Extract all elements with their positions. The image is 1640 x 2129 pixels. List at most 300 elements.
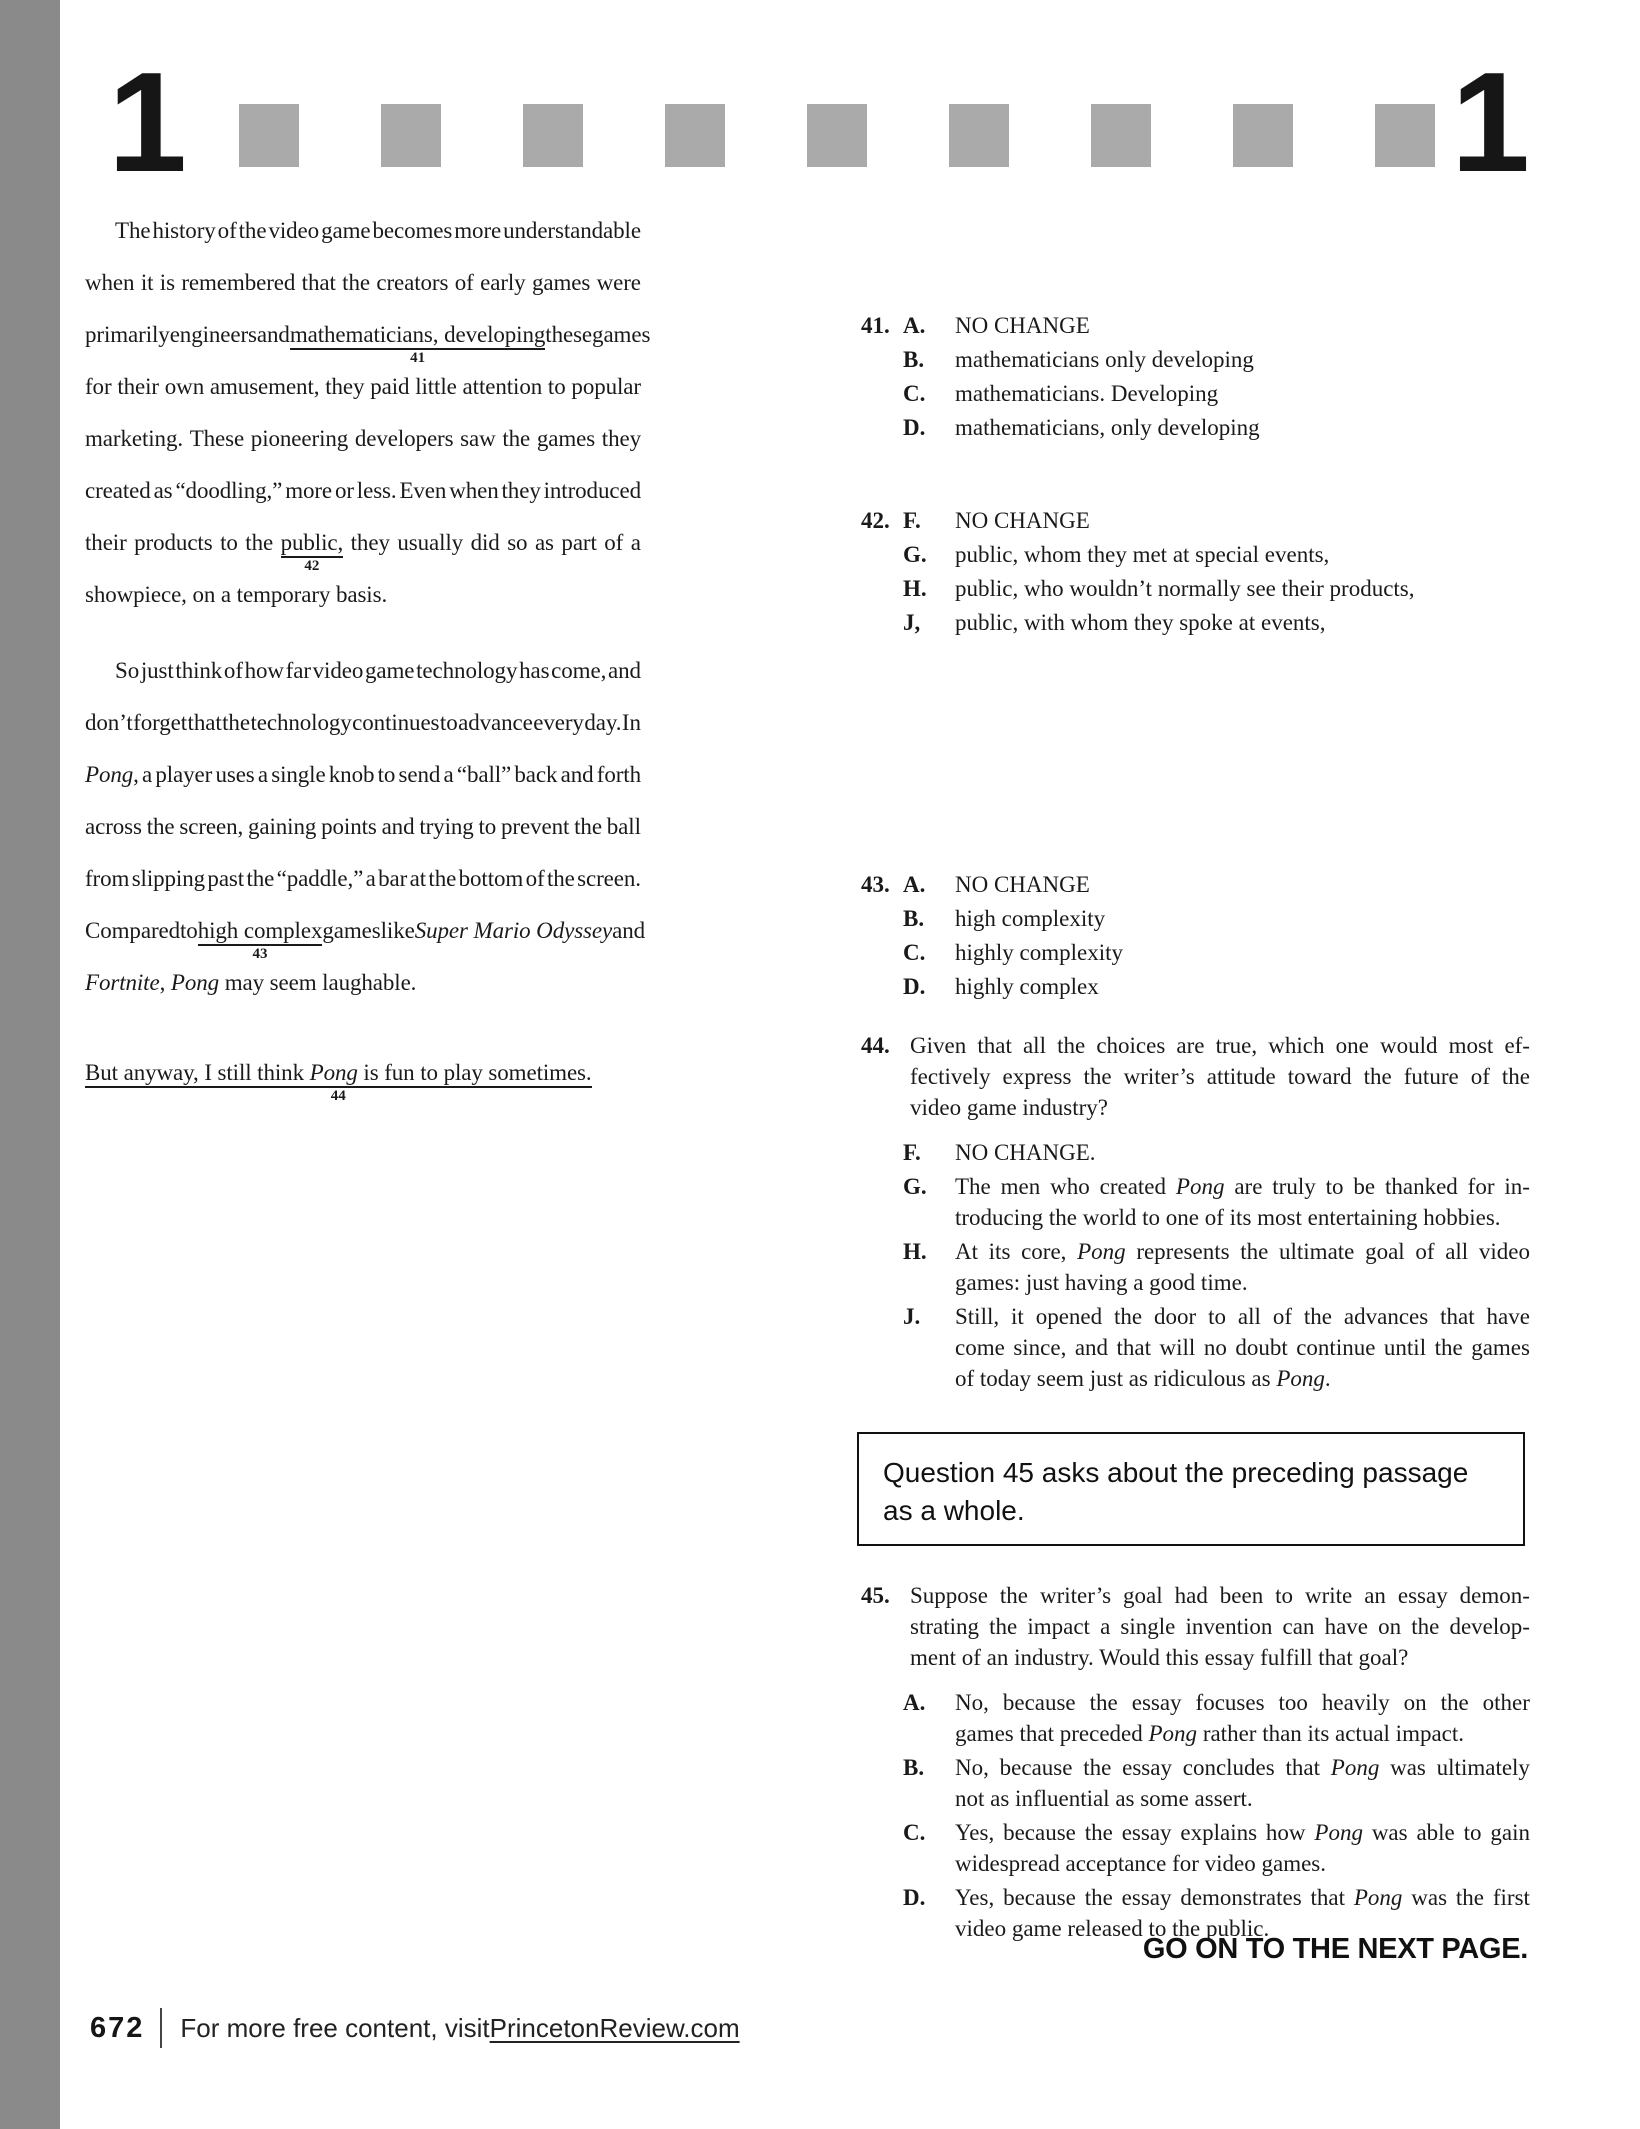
word: history bbox=[152, 218, 216, 243]
option-label: H. bbox=[903, 1239, 927, 1264]
text-line bbox=[910, 1092, 1530, 1123]
text-line bbox=[955, 1848, 1530, 1879]
word: the bbox=[1501, 1064, 1530, 1089]
footer-divider bbox=[160, 2008, 162, 2048]
option-label: D. bbox=[903, 974, 926, 999]
answer-option bbox=[855, 1236, 1530, 1298]
word: their bbox=[117, 374, 159, 399]
word: when bbox=[449, 478, 499, 503]
word: introduced bbox=[543, 478, 641, 503]
section-numeral-right: 1 bbox=[1451, 43, 1530, 202]
word bbox=[289, 309, 546, 366]
text-line bbox=[85, 1047, 641, 1104]
underline-ref-number: 41 bbox=[410, 350, 426, 366]
word: and bbox=[612, 918, 646, 943]
word: the bbox=[1084, 1820, 1113, 1845]
text-line bbox=[955, 1137, 1530, 1168]
text-line bbox=[955, 1171, 1530, 1202]
callout-box bbox=[857, 1432, 1525, 1546]
word: at bbox=[409, 866, 427, 891]
word bbox=[1331, 1752, 1380, 1783]
word bbox=[415, 905, 612, 957]
question-41 bbox=[855, 310, 1530, 446]
word: the bbox=[246, 866, 275, 891]
word: their bbox=[85, 530, 127, 555]
word: for bbox=[1467, 1174, 1495, 1199]
word: and bbox=[560, 762, 594, 787]
word: the bbox=[245, 530, 274, 555]
option-text bbox=[955, 903, 1530, 934]
word: come bbox=[955, 1335, 1005, 1360]
word: Pong, bbox=[85, 762, 139, 787]
answer-option bbox=[855, 1817, 1530, 1879]
word: door bbox=[1154, 1304, 1197, 1329]
option-text bbox=[955, 869, 1530, 900]
italic-text: Pong bbox=[1148, 1721, 1198, 1746]
text-segment: mathematicians, only developing bbox=[955, 415, 1260, 440]
word: has bbox=[519, 658, 550, 683]
text-line bbox=[955, 1817, 1530, 1848]
word: send bbox=[398, 762, 441, 787]
word: did bbox=[470, 530, 500, 555]
text-line bbox=[910, 1030, 1530, 1061]
word bbox=[1176, 1171, 1225, 1202]
word: the bbox=[989, 1614, 1018, 1639]
word: to bbox=[547, 374, 566, 399]
text-segment: NO CHANGE. bbox=[955, 1140, 1096, 1165]
option-text bbox=[955, 1687, 1530, 1749]
text-line bbox=[955, 310, 1530, 341]
word: ultimately bbox=[1436, 1755, 1530, 1780]
word: a bbox=[443, 762, 454, 787]
word: they bbox=[501, 478, 541, 503]
header-square bbox=[1375, 104, 1435, 167]
word: it bbox=[140, 270, 154, 295]
text-line bbox=[955, 412, 1530, 443]
footer bbox=[90, 2008, 740, 2048]
word: trying bbox=[419, 814, 474, 839]
word: games bbox=[536, 426, 596, 451]
answer-option bbox=[855, 539, 1530, 570]
text-line bbox=[955, 937, 1530, 968]
word: focuses bbox=[1195, 1690, 1265, 1715]
underlined-portion-43 bbox=[197, 918, 323, 962]
word: attitude bbox=[1206, 1064, 1276, 1089]
word: to bbox=[1325, 1174, 1344, 1199]
word: bottom bbox=[458, 866, 524, 891]
text-segment: showpiece, on a temporary basis. bbox=[85, 582, 388, 607]
word: explains bbox=[1180, 1820, 1258, 1845]
text-segment: NO CHANGE bbox=[955, 872, 1090, 897]
option-text bbox=[955, 971, 1530, 1002]
option-label: B. bbox=[903, 906, 925, 931]
footer-page-number: 672 bbox=[90, 2011, 145, 2044]
footer-link[interactable]: PrincetonReview.com bbox=[489, 2012, 740, 2043]
word: to bbox=[377, 762, 396, 787]
text-segment: mathematicians. Developing bbox=[955, 381, 1219, 406]
word: until bbox=[1383, 1335, 1427, 1360]
text-line bbox=[85, 205, 641, 257]
underlined-portion-42 bbox=[280, 530, 344, 574]
word: products bbox=[134, 530, 213, 555]
passage-paragraph bbox=[85, 645, 646, 1009]
text-line bbox=[910, 1611, 1530, 1642]
text-segment: games: just having a good time. bbox=[955, 1270, 1248, 1295]
word: video bbox=[1478, 1239, 1530, 1264]
word bbox=[280, 517, 344, 574]
answer-option bbox=[855, 1301, 1530, 1394]
word: the bbox=[1240, 1239, 1269, 1264]
word: on bbox=[1403, 1690, 1427, 1715]
word: back bbox=[514, 762, 558, 787]
word: its bbox=[988, 1239, 1011, 1264]
word: engineers bbox=[169, 322, 257, 347]
option-text bbox=[955, 1137, 1530, 1168]
word: would bbox=[1379, 1033, 1438, 1058]
callout-text-line-2: as a whole. bbox=[883, 1495, 1025, 1526]
word: gain bbox=[1490, 1820, 1530, 1845]
word: because bbox=[1002, 1690, 1076, 1715]
word: Suppose bbox=[910, 1583, 988, 1608]
header-square bbox=[381, 104, 441, 167]
text-segment: mathematicians, developing bbox=[289, 322, 546, 347]
word: had bbox=[1174, 1583, 1208, 1608]
word: created bbox=[1099, 1174, 1167, 1199]
text-segment: high complexity bbox=[955, 906, 1106, 931]
word: Compared bbox=[85, 918, 181, 943]
word: demonstrates bbox=[1180, 1885, 1302, 1910]
option-label: B. bbox=[903, 1755, 925, 1780]
italic-text: Pong bbox=[1077, 1239, 1126, 1264]
word: how bbox=[1265, 1820, 1306, 1845]
answer-option bbox=[855, 903, 1530, 934]
option-text bbox=[955, 378, 1530, 409]
word: writer’s bbox=[1123, 1064, 1195, 1089]
word: for bbox=[85, 374, 112, 399]
word: because bbox=[999, 1755, 1073, 1780]
word: represents bbox=[1136, 1239, 1230, 1264]
option-label: F. bbox=[903, 508, 921, 533]
text-segment: is fun to play sometimes. bbox=[357, 1060, 592, 1085]
word: continue bbox=[1296, 1335, 1376, 1360]
word: technology bbox=[250, 710, 352, 735]
text-line bbox=[85, 413, 641, 465]
option-label: J, bbox=[903, 610, 921, 635]
word: that bbox=[977, 1033, 1012, 1058]
word: essay bbox=[1121, 1820, 1172, 1845]
text-segment: may seem laughable. bbox=[219, 970, 417, 995]
underline-ref-number: 42 bbox=[304, 558, 320, 574]
word: the bbox=[574, 814, 602, 839]
header-square bbox=[523, 104, 583, 167]
word: too bbox=[1278, 1690, 1308, 1715]
word: concludes bbox=[1182, 1755, 1275, 1780]
word: that bbox=[1285, 1755, 1320, 1780]
word: to bbox=[1208, 1304, 1227, 1329]
question-number: 45. bbox=[861, 1583, 890, 1608]
question-45 bbox=[855, 1580, 1530, 1947]
option-text bbox=[955, 573, 1530, 604]
word: truly bbox=[1272, 1174, 1316, 1199]
word: have bbox=[1486, 1304, 1530, 1329]
word: slipping bbox=[131, 866, 206, 891]
text-segment: public, with whom they spoke at events, bbox=[955, 610, 1326, 635]
word: screen, bbox=[179, 814, 244, 839]
word: more bbox=[285, 478, 333, 503]
word: invention bbox=[1185, 1614, 1273, 1639]
text-line bbox=[955, 607, 1530, 638]
word: be bbox=[1353, 1174, 1376, 1199]
text-line bbox=[85, 257, 641, 309]
word: game bbox=[321, 218, 371, 243]
word: little bbox=[415, 374, 457, 399]
text-segment: rather than its actual impact. bbox=[1197, 1721, 1465, 1746]
word: demon- bbox=[1459, 1583, 1530, 1608]
text-segment: troducing the world to one of its most entertaining hobbies. bbox=[955, 1205, 1501, 1230]
answer-option bbox=[855, 971, 1530, 1002]
word: doubt bbox=[1235, 1335, 1288, 1360]
option-label: C. bbox=[903, 940, 926, 965]
word: like bbox=[380, 918, 415, 943]
word: true, bbox=[1215, 1033, 1258, 1058]
word: opened bbox=[1035, 1304, 1103, 1329]
word: a bbox=[365, 866, 376, 891]
word: who bbox=[1050, 1174, 1090, 1199]
word: usually bbox=[397, 530, 464, 555]
answer-option bbox=[855, 378, 1530, 409]
italic-text: Pong bbox=[1276, 1366, 1325, 1391]
word: the bbox=[1455, 1885, 1485, 1910]
word: pioneering bbox=[250, 426, 349, 451]
word: remembered bbox=[181, 270, 296, 295]
text-line bbox=[955, 1236, 1530, 1267]
option-label: A. bbox=[903, 313, 926, 338]
text-segment: NO CHANGE bbox=[955, 508, 1090, 533]
word: saw bbox=[460, 426, 496, 451]
answer-option bbox=[855, 1137, 1530, 1168]
header-square bbox=[1233, 104, 1293, 167]
word: the bbox=[428, 866, 457, 891]
word: advance bbox=[458, 710, 533, 735]
option-label: H. bbox=[903, 576, 927, 601]
text-line bbox=[955, 1882, 1530, 1913]
word: player bbox=[155, 762, 213, 787]
word: to bbox=[439, 710, 458, 735]
word: prevent bbox=[501, 814, 570, 839]
italic-text: Pong bbox=[1314, 1820, 1363, 1845]
word: to bbox=[220, 530, 238, 555]
word: amusement, bbox=[209, 374, 320, 399]
text-line bbox=[955, 1202, 1530, 1233]
question-42 bbox=[855, 505, 1530, 641]
word: and bbox=[1074, 1335, 1109, 1360]
word: that bbox=[1310, 1885, 1346, 1910]
text-segment: , bbox=[159, 970, 171, 995]
word: the bbox=[1114, 1304, 1143, 1329]
text-segment: public, bbox=[280, 530, 344, 555]
word: heavily bbox=[1321, 1690, 1390, 1715]
word: technology bbox=[416, 658, 518, 683]
text-line bbox=[85, 517, 641, 574]
option-text bbox=[955, 1752, 1530, 1814]
word: ef- bbox=[1504, 1033, 1530, 1058]
answer-option bbox=[855, 1687, 1530, 1749]
answer-option bbox=[855, 573, 1530, 604]
text-line bbox=[85, 361, 641, 413]
word: the bbox=[1084, 1885, 1113, 1910]
word: to bbox=[1463, 1820, 1482, 1845]
word: write bbox=[1305, 1583, 1353, 1608]
option-text bbox=[955, 937, 1530, 968]
text-line bbox=[910, 1642, 1530, 1673]
word: to bbox=[180, 918, 198, 943]
text-line bbox=[955, 903, 1530, 934]
word: which bbox=[1268, 1033, 1325, 1058]
word: a bbox=[630, 530, 641, 555]
word: that bbox=[1116, 1335, 1152, 1360]
question-stem bbox=[910, 1580, 1530, 1673]
word: ball bbox=[606, 814, 641, 839]
text-line bbox=[955, 378, 1530, 409]
word: future bbox=[1403, 1064, 1459, 1089]
word: impact bbox=[1027, 1614, 1090, 1639]
question-44 bbox=[855, 1030, 1530, 1397]
header-square bbox=[1091, 104, 1151, 167]
word: from bbox=[85, 866, 130, 891]
word: don’t bbox=[85, 710, 133, 735]
word: think bbox=[175, 658, 223, 683]
option-text bbox=[955, 412, 1530, 443]
word: At bbox=[955, 1239, 978, 1264]
word: are bbox=[1234, 1174, 1263, 1199]
text-line bbox=[955, 1301, 1530, 1332]
passage-column bbox=[85, 205, 651, 1104]
word: day. bbox=[584, 710, 622, 735]
text-segment: . bbox=[1324, 1366, 1331, 1391]
word: forget bbox=[133, 710, 188, 735]
text-line bbox=[85, 801, 641, 853]
section-numeral-left: 1 bbox=[108, 43, 187, 202]
italic-text: Pong bbox=[170, 970, 220, 995]
word: so bbox=[507, 530, 528, 555]
text-line bbox=[85, 697, 641, 749]
callout-text-line-1: Question 45 asks about the preceding passage bbox=[883, 1457, 1469, 1488]
word: first bbox=[1492, 1885, 1530, 1910]
text-line bbox=[955, 1752, 1530, 1783]
text-segment: video game released to the public. bbox=[955, 1916, 1270, 1941]
text-line bbox=[85, 569, 641, 621]
text-segment: NO CHANGE bbox=[955, 313, 1090, 338]
text-segment: ment of an industry. Would this essay fulfill that goal? bbox=[910, 1645, 1409, 1670]
word: No, bbox=[955, 1690, 989, 1715]
answer-option bbox=[855, 1752, 1530, 1814]
question-number: 41. bbox=[861, 313, 890, 338]
option-label: A. bbox=[903, 1690, 926, 1715]
option-text bbox=[955, 539, 1530, 570]
word: of bbox=[1415, 1239, 1435, 1264]
word: just bbox=[140, 658, 174, 683]
word: was bbox=[1371, 1820, 1408, 1845]
word: one bbox=[1335, 1033, 1369, 1058]
text-line bbox=[910, 1580, 1530, 1611]
word: since, bbox=[1013, 1335, 1067, 1360]
answer-option bbox=[855, 1171, 1530, 1233]
text-segment: games that preceded bbox=[955, 1721, 1149, 1746]
word: across bbox=[85, 814, 142, 839]
header-square bbox=[239, 104, 299, 167]
word: “ball” bbox=[456, 762, 512, 787]
option-label: D. bbox=[903, 415, 926, 440]
word: essay bbox=[1131, 1690, 1182, 1715]
text-line bbox=[85, 645, 641, 697]
word: points bbox=[321, 814, 377, 839]
word: the bbox=[342, 270, 370, 295]
passage-paragraph bbox=[85, 205, 651, 621]
word: able bbox=[1416, 1820, 1455, 1845]
word: games bbox=[592, 322, 651, 347]
text-line bbox=[85, 853, 641, 905]
word: Still, bbox=[955, 1304, 1000, 1329]
word: writer’s bbox=[1039, 1583, 1112, 1608]
word: the bbox=[1057, 1033, 1086, 1058]
text-line bbox=[955, 573, 1530, 604]
word: of bbox=[454, 270, 474, 295]
word: come, bbox=[551, 658, 607, 683]
word: will bbox=[1159, 1335, 1196, 1360]
word: becomes bbox=[372, 218, 453, 243]
word: men bbox=[1000, 1174, 1041, 1199]
word: and bbox=[256, 322, 290, 347]
option-label: A. bbox=[903, 872, 926, 897]
text-line bbox=[955, 505, 1530, 536]
word: part bbox=[561, 530, 597, 555]
word: can bbox=[1282, 1614, 1315, 1639]
word: less. bbox=[356, 478, 397, 503]
answer-option bbox=[855, 412, 1530, 443]
italic-text: Super Mario Odyssey bbox=[414, 918, 613, 943]
text-segment: public, who wouldn’t normally see their products, bbox=[955, 576, 1415, 601]
word: of bbox=[217, 218, 237, 243]
word: past bbox=[207, 866, 245, 891]
underline-ref-number: 43 bbox=[252, 946, 268, 962]
word: been bbox=[1219, 1583, 1264, 1608]
answer-option bbox=[855, 310, 1530, 341]
left-margin-bar bbox=[0, 0, 60, 2129]
option-text bbox=[955, 1236, 1530, 1298]
word: “paddle,” bbox=[276, 866, 364, 891]
word: the bbox=[1089, 1690, 1118, 1715]
text-segment: highly complexity bbox=[955, 940, 1124, 965]
word: and bbox=[381, 814, 415, 839]
text-segment: high complex bbox=[197, 918, 323, 943]
word: thanked bbox=[1384, 1174, 1458, 1199]
word: to bbox=[1275, 1583, 1294, 1608]
word: the bbox=[1083, 1064, 1112, 1089]
text-line bbox=[910, 1061, 1530, 1092]
word: that bbox=[1440, 1304, 1475, 1329]
text-line bbox=[85, 749, 641, 801]
word: was bbox=[1411, 1885, 1448, 1910]
go-on-next-page-text: GO ON TO THE NEXT PAGE. bbox=[1142, 1933, 1528, 1965]
word: So bbox=[115, 658, 140, 683]
text-line bbox=[85, 309, 651, 366]
word: Yes, bbox=[955, 1885, 995, 1910]
word: they bbox=[350, 530, 390, 555]
word: because bbox=[1003, 1820, 1076, 1845]
option-text bbox=[955, 310, 1530, 341]
word: The bbox=[955, 1174, 991, 1199]
word: the bbox=[1083, 1755, 1112, 1780]
